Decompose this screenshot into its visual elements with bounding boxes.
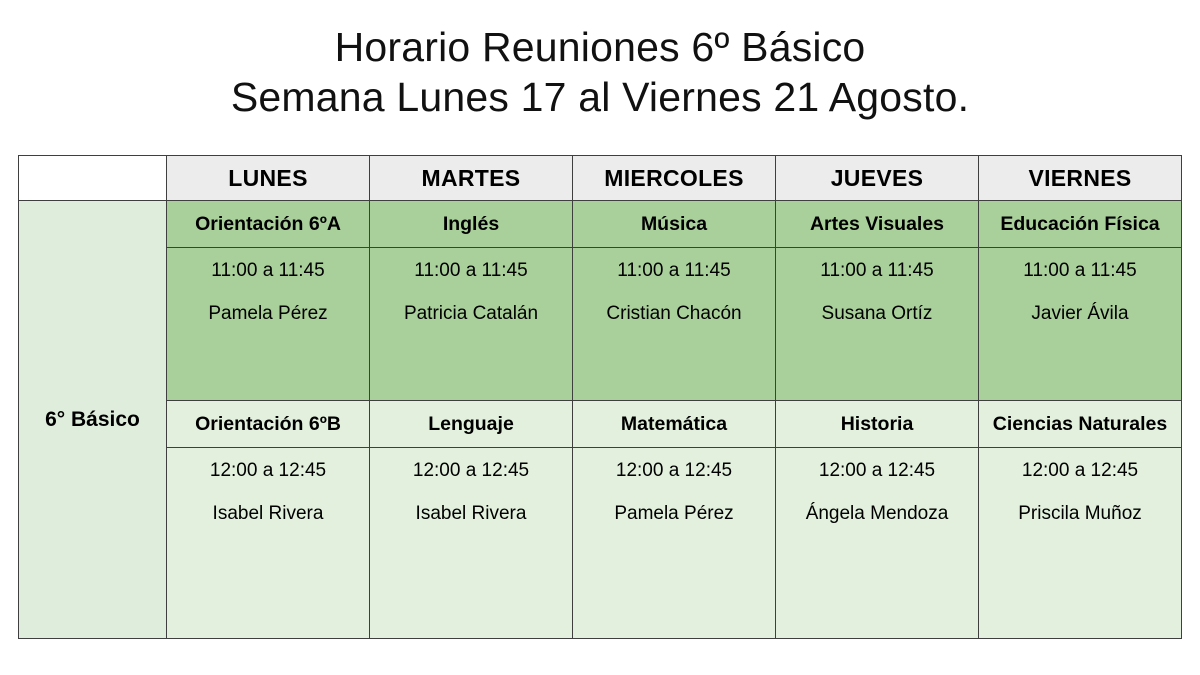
subject-lunes-band-b: Orientación 6ºB (167, 401, 370, 448)
title-line-2: Semana Lunes 17 al Viernes 21 Agosto. (230, 74, 970, 121)
time-lunes-band-a: 11:00 a 11:45 (211, 260, 325, 281)
detail-viernes-band-b (979, 448, 1182, 639)
time-jueves-band-b: 12:00 a 12:45 (818, 460, 936, 481)
subject-miercoles-band-a: Música (573, 201, 776, 248)
time-lunes-band-b: 12:00 a 12:45 (209, 460, 327, 481)
subject-jueves-band-a: Artes Visuales (776, 201, 979, 248)
teacher-lunes-band-a: Pamela Pérez (208, 303, 328, 324)
time-miercoles-band-a: 11:00 a 11:45 (617, 260, 731, 281)
column-header-viernes: VIERNES (979, 156, 1182, 201)
detail-jueves-band-a (776, 248, 979, 401)
schedule-table-wrap (18, 155, 1182, 639)
table-row (19, 448, 1182, 639)
subject-miercoles-band-b: Matemática (573, 401, 776, 448)
time-martes-band-a: 11:00 a 11:45 (414, 260, 528, 281)
column-header-lunes: LUNES (167, 156, 370, 201)
row-label-6-basico: 6° Básico (19, 201, 167, 639)
subject-martes-band-a: Inglés (370, 201, 573, 248)
time-viernes-band-a: 11:00 a 11:45 (1023, 260, 1137, 281)
column-header-martes: MARTES (370, 156, 573, 201)
detail-martes-band-b (370, 448, 573, 639)
teacher-martes-band-b: Isabel Rivera (415, 503, 527, 524)
title-line-1: Horario Reuniones 6º Básico (334, 24, 866, 70)
page-title (0, 0, 1200, 122)
subject-martes-band-b: Lenguaje (370, 401, 573, 448)
teacher-lunes-band-b: Isabel Rivera (212, 503, 324, 524)
schedule-table (18, 155, 1182, 639)
detail-miercoles-band-a (573, 248, 776, 401)
table-row (19, 201, 1182, 248)
detail-miercoles-band-b (573, 448, 776, 639)
teacher-jueves-band-a: Susana Ortíz (821, 303, 933, 324)
detail-lunes-band-a (167, 248, 370, 401)
teacher-viernes-band-b: Priscila Muñoz (1018, 503, 1142, 524)
detail-lunes-band-b (167, 448, 370, 639)
teacher-jueves-band-b: Ángela Mendoza (805, 503, 949, 524)
table-header-row (19, 156, 1182, 201)
column-header-miercoles: MIERCOLES (573, 156, 776, 201)
column-header-jueves: JUEVES (776, 156, 979, 201)
detail-jueves-band-b (776, 448, 979, 639)
time-jueves-band-a: 11:00 a 11:45 (820, 260, 934, 281)
subject-lunes-band-a: Orientación 6ºA (167, 201, 370, 248)
table-row (19, 248, 1182, 401)
detail-viernes-band-a (979, 248, 1182, 401)
teacher-miercoles-band-b: Pamela Pérez (614, 503, 734, 524)
time-miercoles-band-b: 12:00 a 12:45 (615, 460, 733, 481)
subject-viernes-band-b: Ciencias Naturales (979, 401, 1182, 448)
detail-martes-band-a (370, 248, 573, 401)
table-row (19, 401, 1182, 448)
time-martes-band-b: 12:00 a 12:45 (412, 460, 530, 481)
time-viernes-band-b: 12:00 a 12:45 (1021, 460, 1139, 481)
subject-jueves-band-b: Historia (776, 401, 979, 448)
teacher-martes-band-a: Patricia Catalán (403, 303, 539, 324)
subject-viernes-band-a: Educación Física (979, 201, 1182, 248)
teacher-miercoles-band-a: Cristian Chacón (606, 303, 742, 324)
teacher-viernes-band-a: Javier Ávila (1031, 303, 1129, 324)
table-corner-cell (19, 156, 167, 201)
